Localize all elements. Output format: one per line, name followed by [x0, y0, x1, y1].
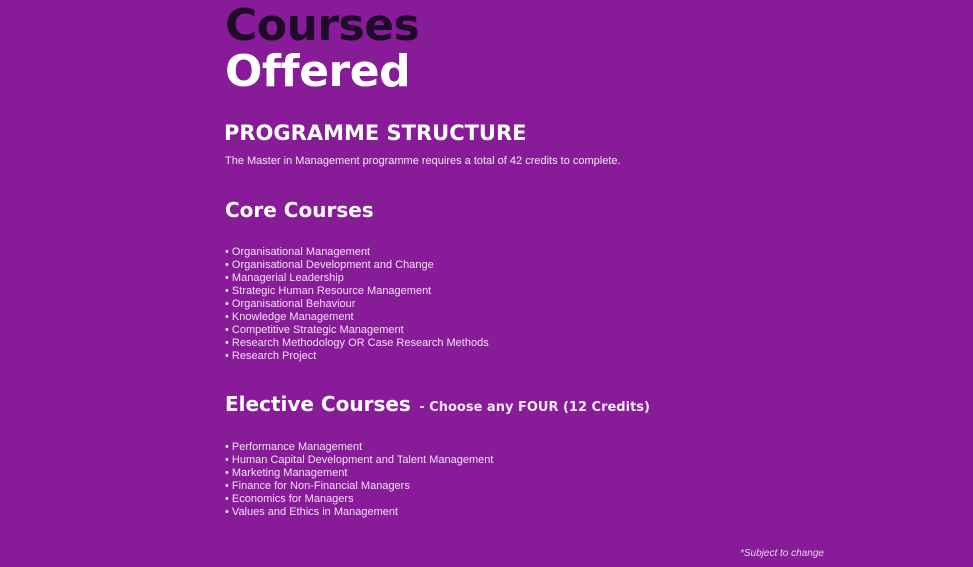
programme-intro-text: The Master in Management programme requires a total of 42 credits to complete.	[225, 155, 621, 167]
elective-course-item: • Marketing Management	[225, 467, 493, 480]
core-course-item: • Organisational Behaviour	[225, 298, 489, 311]
programme-structure-heading: PROGRAMME STRUCTURE	[224, 121, 527, 145]
elective-courses-subtitle: - Choose any FOUR (12 Credits)	[419, 400, 650, 415]
elective-courses-title: Elective Courses	[225, 392, 411, 416]
core-course-item: • Strategic Human Resource Management	[225, 285, 489, 298]
elective-course-item: • Economics for Managers	[225, 493, 493, 506]
core-course-item: • Knowledge Management	[225, 311, 489, 324]
core-course-item: • Organisational Development and Change	[225, 259, 489, 272]
elective-course-item: • Finance for Non-Financial Managers	[225, 480, 493, 493]
subject-to-change-note: *Subject to change	[740, 548, 824, 559]
core-course-item: • Competitive Strategic Management	[225, 324, 489, 337]
page-title-line-2: Offered	[225, 46, 411, 97]
elective-course-item: • Performance Management	[225, 441, 493, 454]
core-course-item: • Research Methodology OR Case Research Methods	[225, 337, 489, 350]
elective-course-item: • Values and Ethics in Management	[225, 506, 493, 519]
elective-courses-list	[225, 441, 493, 519]
core-course-item: • Organisational Management	[225, 246, 489, 259]
elective-courses-heading	[225, 391, 650, 421]
core-courses-list	[225, 246, 489, 363]
core-courses-heading: Core Courses	[225, 198, 374, 222]
core-course-item: • Research Project	[225, 350, 489, 363]
page-title-line-1: Courses	[225, 0, 420, 51]
core-course-item: • Managerial Leadership	[225, 272, 489, 285]
elective-course-item: • Human Capital Development and Talent Management	[225, 454, 493, 467]
